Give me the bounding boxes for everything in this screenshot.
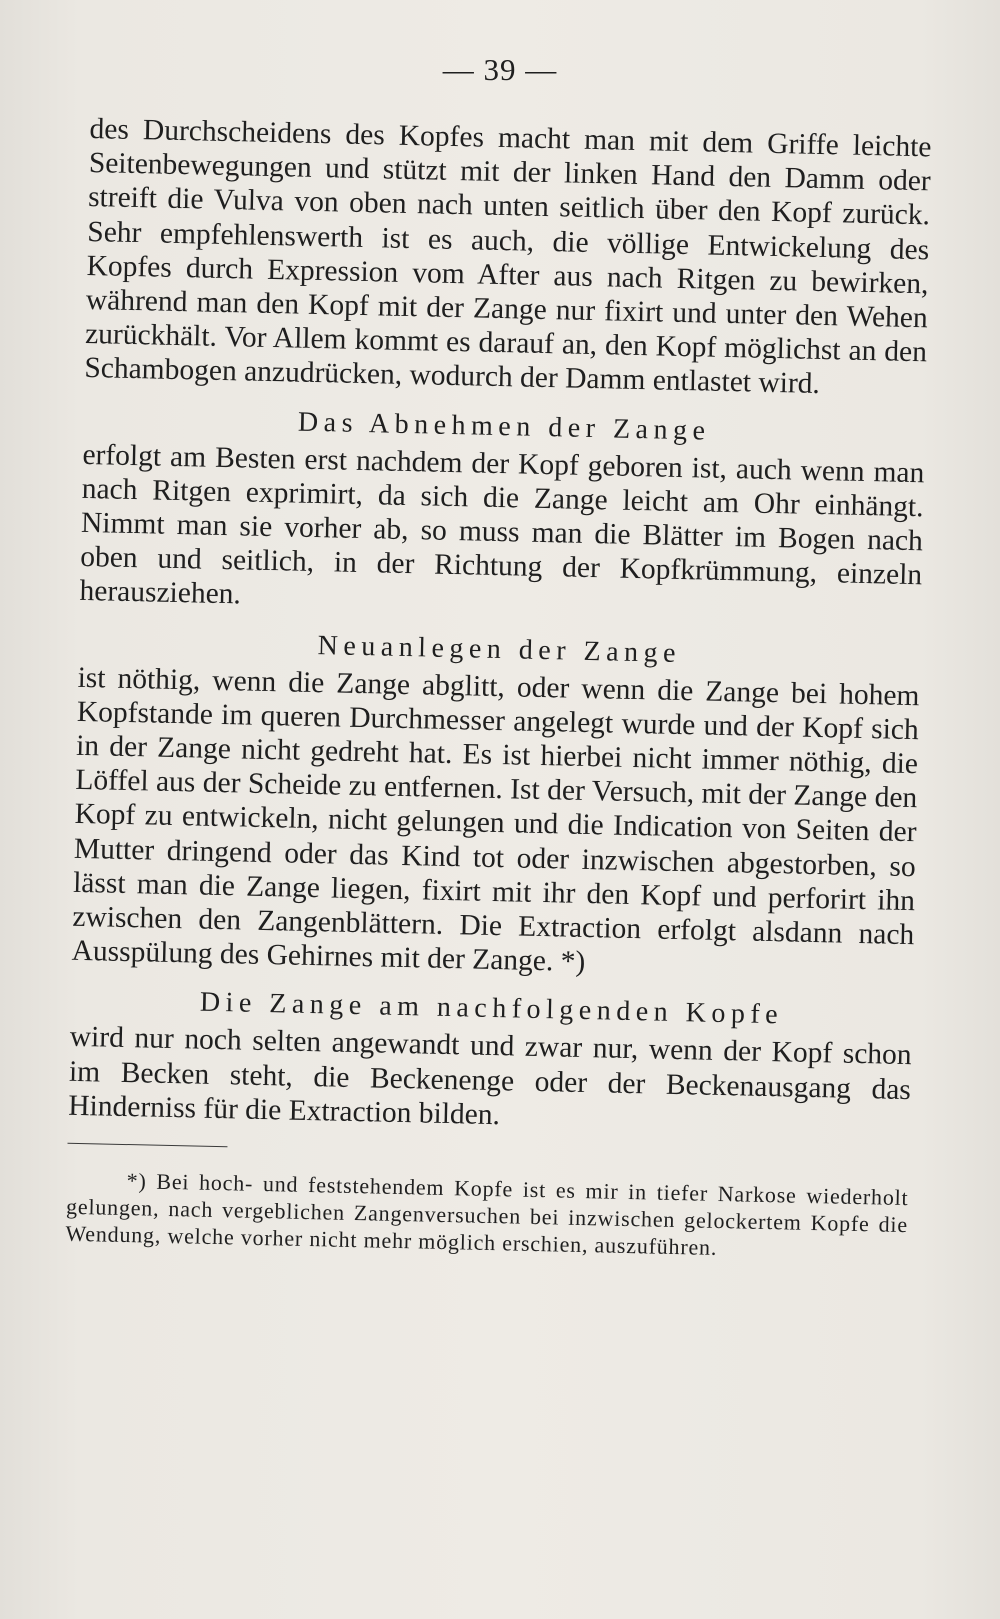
page-number: — 39 —: [442, 52, 558, 87]
section-heading-nachfolgender-kopf: Die Zange am nachfolgenden Kopfe: [199, 987, 784, 1031]
section-text-abnehmen: erfolgt am Besten erst nachdem der Kopf geboren ist, auch wenn man nach Ritgen exprimirt, da sich die Zange leicht am Ohr einhängt. Nimmt man sie vorher ab, so muss man die Blätter im Bogen nach oben und seitlich, in der Richtung der Kopfkrümmung, einzeln herausziehen.: [79, 438, 925, 611]
section-text-nachfolgender-kopf: wird nur noch selten angewandt und zwar nur, wenn der Kopf schon im Becken steht, die Beckenenge oder der Beckenausgang das Hinderniss für die Extraction bilden.: [67, 1021, 912, 1132]
page-content: [65, 112, 932, 1265]
section-text-neuanlegen: ist nöthig, wenn die Zange abglitt, oder wenn die Zange bei hohem Kopfstande im queren Durchmesser angelegt wurde und der Kopf sich in der Zange nicht gedreht hat. Es ist hierbei nicht immer nöthig, die Löffel aus der Scheide zu entfernen. Ist der Versuch, mit der Zange den Kopf zu entwickeln, nicht gelungen und die Indication von Seiten der Mutter dringend oder das Kind tot oder inzwischen abgestorben, so lässt man die Zange liegen, fixirt mit ihr den Kopf und perforirt ihn zwischen den Zangenblättern. Die Extraction erfolgt alsdann nach Ausspülung des Gehirnes mit der Zange. *): [71, 661, 920, 979]
footnote: *) Bei hoch- und feststehendem Kopfe ist es mir in tiefer Narkose wiederholt gelungen, nach vergeblichen Zangenversuchen bei inzwischen gelockertem Kopfe die Wendung, welche vorher nicht mehr möglich erschien, auszuführen.: [65, 1168, 909, 1261]
footnote-divider: [67, 1143, 227, 1147]
intro-paragraph: des Durchscheidens des Kopfes macht man mit dem Griffe leichte Seitenbewegungen und stützt mit der linken Hand den Damm oder streift die Vulva von oben nach unten seitlich über den Kopf zurück. Sehr empfehlenswerth ist es auch, die völlige Entwickelung des Kopfes durch Expression vom After aus nach Ritgen zu bewirken, während man den Kopf mit der Zange nur fixirt und unter den Wehen zurückhält. Vor Allem kommt es darauf an, den Kopf möglichst an den Schambogen anzudrücken, wodurch der Damm entlastet wird.: [84, 112, 932, 401]
section-heading-abnehmen: Das Abnehmen der Zange: [297, 406, 711, 447]
section-heading-neuanlegen: Neuanlegen der Zange: [317, 629, 682, 669]
